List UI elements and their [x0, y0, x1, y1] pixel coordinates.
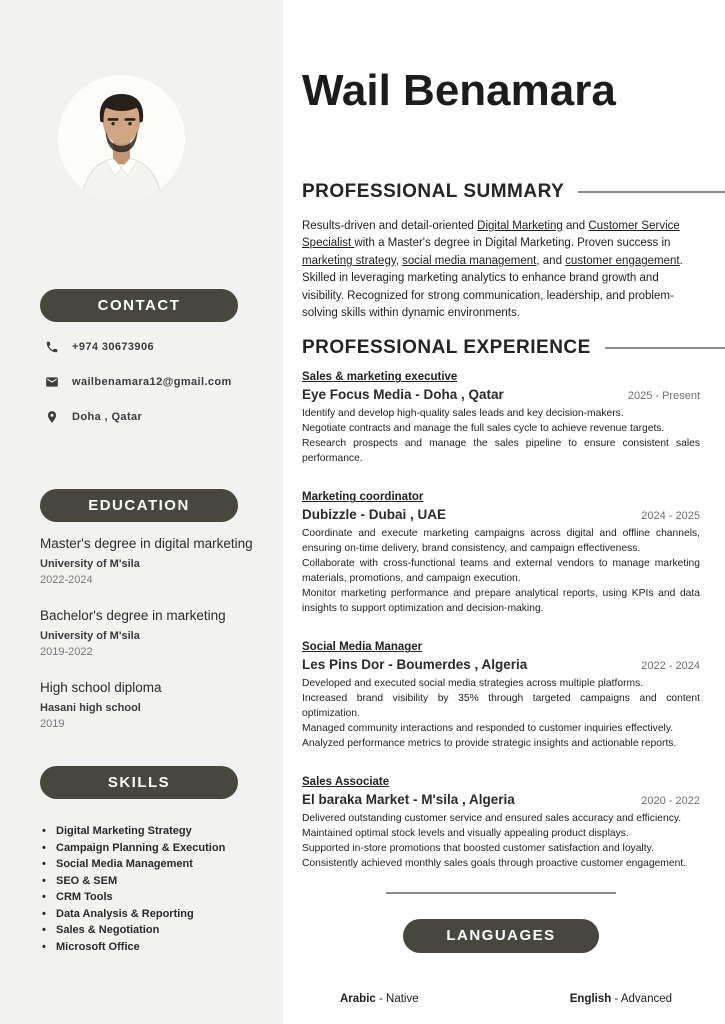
contact-item: [45, 406, 283, 428]
skill-item: • Sales & Negotiation: [42, 922, 283, 939]
summary-highlight: customer engagement: [565, 254, 680, 267]
education-degree: High school diploma: [40, 680, 162, 695]
job-header: [302, 792, 700, 807]
job-company: El baraka Market - M'sila , Algeria: [302, 792, 515, 808]
heading-rule: [578, 191, 725, 193]
job-bullet: Managed community interactions and responded to customer inquiries effectively.: [302, 723, 674, 735]
skill-item: • SEO & SEM: [42, 873, 283, 890]
job-header: [302, 657, 700, 672]
education-years: 2022-2024: [40, 574, 93, 586]
education-school: Hasani high school: [40, 702, 141, 714]
summary-text: ,: [395, 254, 403, 267]
experience-job: [302, 367, 700, 466]
job-header: [302, 507, 700, 522]
skill-item: • Digital Marketing Strategy: [42, 823, 283, 840]
profile-photo-illustration: [58, 75, 185, 202]
language-item: [570, 993, 672, 1005]
skill-item: • Data Analysis & Reporting: [42, 906, 283, 923]
education-school: University of M'sila: [40, 558, 140, 570]
job-role: Sales Associate: [302, 776, 390, 789]
experience-job: [302, 487, 700, 616]
job-bullet: Collaborate with cross-functional teams and external vendors to manage marketing materials, promotions, and campaign execution.: [302, 558, 700, 585]
person-name: Wail Benamara: [302, 66, 616, 115]
education-years: 2019: [40, 718, 65, 730]
job-bullet: Developed and executed social media strategies across multiple platforms.: [302, 678, 644, 690]
job-role: Marketing coordinator: [302, 491, 424, 504]
education-section-title: EDUCATION: [40, 489, 238, 522]
job-description: [302, 811, 700, 871]
sidebar: [0, 0, 283, 1024]
job-bullet: Coordinate and execute marketing campaigns across digital and offline channels, ensuring on-time delivery, brand consistency, and campaign effectiveness.: [302, 528, 700, 555]
job-description: [302, 406, 700, 466]
language-item: [340, 993, 419, 1005]
education-entry: [40, 535, 283, 587]
languages-row: [340, 993, 672, 1005]
job-company: Dubizzle - Dubai , UAE: [302, 507, 447, 523]
contact-item-text: wailbenamara12@gmail.com: [72, 376, 232, 388]
education-degree: Bachelor's degree in marketing: [40, 608, 226, 623]
education-entry: [40, 679, 283, 731]
skill-item: • Microsoft Office: [42, 939, 283, 956]
language-level: - Advanced: [611, 993, 672, 1006]
language-name: English: [569, 993, 612, 1006]
contact-list: [45, 336, 283, 428]
contact-item: [45, 371, 283, 393]
contact-section-title: CONTACT: [40, 289, 238, 322]
job-bullet: Monitor marketing performance and prepare analytical reports, using KPIs and data insights to support optimization and decision-making.: [302, 588, 700, 615]
education-school: University of M'sila: [40, 630, 140, 642]
education-degree: Master's degree in digital marketing: [40, 536, 253, 551]
summary-text: with a Master's degree in Digital Marketing. Proven success in: [354, 237, 671, 250]
summary-highlight: Customer Service Specialist: [302, 220, 680, 250]
summary-highlight: marketing strategy: [302, 254, 396, 267]
education-years: 2019-2022: [40, 646, 93, 658]
phone-icon: [45, 340, 59, 354]
job-role: Social Media Manager: [302, 641, 423, 654]
skill-item: • Social Media Management: [42, 856, 283, 873]
job-dates: 2024 - 2025: [641, 510, 700, 523]
job-bullet: Analyzed performance metrics to provide strategic insights and actionable reports.: [302, 738, 677, 750]
summary-text: and: [562, 220, 589, 232]
job-bullet: Consistently achieved monthly sales goals through proactive customer engagement.: [302, 858, 687, 870]
education-entry: [40, 607, 283, 659]
experience-job: [302, 772, 700, 871]
education-list: [40, 535, 283, 731]
experience-heading: [302, 336, 725, 360]
job-header: [302, 387, 700, 402]
skills-list: [42, 823, 283, 955]
job-bullet: Delivered outstanding customer service and ensured sales accuracy and efficiency.: [302, 813, 682, 825]
job-bullet: Increased brand visibility by 35% through targeted campaigns and content optimization.: [302, 693, 700, 720]
contact-item-text: Doha , Qatar: [72, 411, 143, 423]
skill-item: • CRM Tools: [42, 889, 283, 906]
job-dates: 2022 - 2024: [641, 660, 700, 673]
summary-text: , and: [536, 254, 566, 267]
skills-section-title: SKILLS: [40, 766, 238, 799]
job-description: [302, 526, 700, 616]
job-description: [302, 676, 700, 751]
languages-divider: [386, 892, 616, 894]
languages-section-title: LANGUAGES: [403, 919, 599, 953]
summary-heading-label: PROFESSIONAL SUMMARY: [302, 181, 565, 202]
contact-item-text: +974 30673906: [72, 341, 154, 353]
profile-photo: [58, 75, 185, 202]
experience-job: [302, 637, 700, 751]
summary-highlight: Digital Marketing: [477, 220, 563, 232]
envelope-icon: [45, 375, 59, 389]
experience-list: [302, 367, 725, 871]
job-bullet: Maintained optimal stock levels and visually appealing product displays.: [302, 828, 629, 840]
language-name: Arabic: [340, 993, 376, 1006]
job-dates: 2025 - Present: [627, 390, 700, 403]
contact-item: [45, 336, 283, 358]
skill-item: • Campaign Planning & Execution: [42, 840, 283, 857]
location-pin-icon: [45, 410, 59, 424]
main-column: [302, 0, 725, 1005]
job-company: Les Pins Dor - Boumerdes , Algeria: [302, 657, 528, 673]
job-company: Eye Focus Media - Doha , Qatar: [302, 387, 504, 403]
job-bullet: Negotiate contracts and manage the full sales cycle to achieve revenue targets.: [302, 423, 665, 435]
summary-text: Results-driven and detail-oriented: [302, 220, 478, 232]
summary-paragraph: [302, 218, 700, 322]
summary-highlight: social media management: [402, 254, 537, 267]
job-bullet: Research prospects and manage the sales pipeline to ensure consistent sales performance.: [302, 438, 700, 465]
job-role: Sales & marketing executive: [302, 371, 458, 384]
job-bullet: Identify and develop high-quality sales leads and key decision-makers.: [302, 408, 624, 420]
heading-rule: [605, 347, 725, 349]
summary-heading: [302, 180, 725, 204]
language-level: - Native: [375, 993, 419, 1006]
job-dates: 2020 - 2022: [641, 795, 700, 808]
experience-heading-label: PROFESSIONAL EXPERIENCE: [302, 337, 591, 359]
job-bullet: Supported in-store promotions that boosted customer satisfaction and loyalty.: [302, 843, 654, 855]
summary-text: . Skilled in leveraging marketing analytics to enhance brand growth and visibility. Recognized for strong communication, leadership, and problem-solving skills within dynamic environments.: [302, 254, 683, 320]
